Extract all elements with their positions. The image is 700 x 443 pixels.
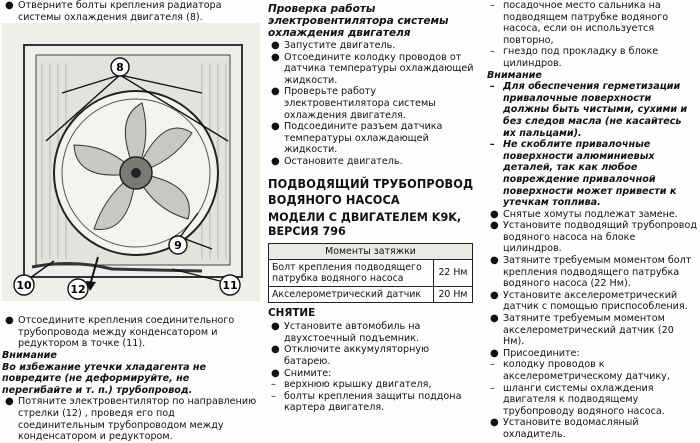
dash-marker: – bbox=[490, 46, 495, 58]
check-item-text: Подсоедините разъем датчика температуры охлаждающей жидкости. bbox=[284, 121, 443, 156]
step-item bbox=[487, 417, 697, 440]
bullet-pull-fan bbox=[2, 396, 260, 442]
torque-item-value: 22 Нм bbox=[434, 259, 473, 286]
left-column bbox=[2, 0, 260, 443]
bullet-icon: ● bbox=[490, 417, 499, 429]
remove-subitem-text: верхнюю крышку двигателя, bbox=[284, 379, 432, 391]
torque-item-value: 20 Нм bbox=[434, 286, 473, 302]
clean-item-text: посадочное место сальника на подводящем патрубке водяного насоса, если он используется повторно, bbox=[503, 0, 669, 46]
torque-table-header: Моменты затяжки bbox=[269, 243, 473, 259]
step-item bbox=[487, 209, 697, 221]
dash-marker: – bbox=[490, 0, 495, 11]
check-item bbox=[268, 121, 476, 156]
bullet-icon: ● bbox=[271, 321, 280, 333]
step-item bbox=[487, 255, 697, 290]
bullet-disconnect-pipe bbox=[2, 315, 260, 350]
step-text: Установите акселерометрический датчик с помощью приспособления. bbox=[503, 289, 688, 313]
check-item-text: Отсоедините колодку проводов от датчика температуры охлаждающей жидкости. bbox=[284, 51, 474, 86]
dash-marker: – bbox=[271, 379, 276, 391]
dash-marker: – bbox=[490, 382, 495, 394]
radiator-fan-figure bbox=[2, 23, 260, 301]
bullet-text: Отсоедините крепления соединительного трубопровода между конденсатором и редуктором в точке (11). bbox=[18, 315, 235, 350]
radiator-fan-illustration bbox=[2, 23, 260, 301]
step-text: Установите водомасляный охладитель. bbox=[503, 417, 639, 440]
bullet-icon: ● bbox=[490, 289, 499, 301]
step-item bbox=[487, 220, 697, 255]
remove-subitem bbox=[268, 391, 476, 414]
connect-item bbox=[487, 383, 697, 418]
bullet-icon: ● bbox=[5, 396, 14, 408]
step-text: Затяните требуемым моментом акселерометрический датчик (20 Нм). bbox=[503, 313, 674, 348]
check-heading: Проверка работы электровентилятора системы охлаждения двигателя bbox=[268, 3, 449, 39]
removal-item bbox=[268, 344, 476, 367]
warning-text: Во избежание утечки хладагента не повредите (не деформируйте, не перегибайте и т. п.) трубопровод. bbox=[2, 361, 207, 396]
section-title: ПОДВОДЯЩИЙ ТРУБОПРОВОД ВОДЯНОГО НАСОСА bbox=[268, 175, 474, 207]
dash-marker: – bbox=[271, 390, 276, 402]
bullet-icon: ● bbox=[271, 155, 280, 167]
check-item-text: Проверьте работу электровентилятора системы охлаждения двигателя. bbox=[284, 86, 436, 121]
torque-item-name: Акселерометрический датчик bbox=[269, 286, 434, 302]
bullet-unscrew-radiator-bolts bbox=[2, 0, 260, 23]
removal-item bbox=[268, 321, 476, 344]
bullet-text: Отверните болты крепления радиатора системы охлаждения двигателя (8). bbox=[18, 0, 222, 23]
bullet-icon: ● bbox=[271, 40, 280, 51]
bullet-icon: ● bbox=[271, 121, 280, 133]
check-item bbox=[268, 52, 476, 87]
bullet-icon: ● bbox=[271, 344, 280, 356]
dash-marker: – bbox=[490, 359, 495, 371]
bullet-icon: ● bbox=[5, 0, 14, 11]
callout-9-label: 9 bbox=[174, 239, 182, 253]
step-text: Присоедините: bbox=[503, 347, 580, 359]
step-text: Снятые хомуты подлежат замене. bbox=[503, 208, 678, 220]
bullet-icon: ● bbox=[271, 367, 280, 379]
check-item bbox=[268, 40, 476, 52]
step-text: Установите подводящий трубопровод водяного насоса на блоке цилиндров. bbox=[503, 220, 697, 255]
removal-item-text: Снимите: bbox=[284, 367, 332, 379]
table-row bbox=[269, 286, 473, 302]
torque-table-header-row bbox=[269, 243, 473, 259]
middle-column bbox=[268, 0, 476, 429]
warning-item-text: Не скоблите привалочные поверхности алюминиевых деталей, так как любое повреждение привалочной поверхности может привести к утечкам топлива. bbox=[503, 139, 677, 209]
bullet-icon: ● bbox=[271, 51, 280, 63]
removal-item-text: Отключите аккумуляторную батарею. bbox=[284, 344, 430, 367]
table-row bbox=[269, 259, 473, 286]
connect-item-text: шланги системы охлаждения двигателя к подводящему трубопроводу водяного насоса. bbox=[503, 382, 665, 417]
bullet-text: Потяните электровентилятор по направлению стрелки (12) , проведя его под соединительным трубопроводом между конденсатором и редуктором. bbox=[18, 396, 257, 443]
dash-marker: – bbox=[490, 81, 495, 93]
bullet-icon: ● bbox=[490, 208, 499, 220]
step-item bbox=[487, 348, 697, 360]
connect-item bbox=[487, 359, 697, 382]
check-item bbox=[268, 86, 476, 121]
warning-item bbox=[487, 139, 697, 209]
remove-subitem bbox=[268, 379, 476, 391]
dash-marker: – bbox=[490, 139, 495, 151]
warning-item-text: Для обеспечения герметизации привалочные поверхности должны быть чистыми, сухими и без следов масла (не касайтесь их пальцами). bbox=[503, 81, 688, 139]
torque-item-name: Болт крепления подводящего патрубка водяного насоса bbox=[269, 259, 434, 286]
callout-10-label: 10 bbox=[16, 279, 32, 293]
bullet-icon: ● bbox=[490, 255, 499, 267]
clean-item-text: гнездо под прокладку в блоке цилиндров. bbox=[503, 46, 659, 69]
warning-heading: Внимание bbox=[2, 349, 57, 361]
check-item-text: Остановите двигатель. bbox=[284, 155, 403, 167]
removal-title: СНЯТИЕ bbox=[268, 306, 316, 319]
torque-table bbox=[268, 243, 473, 303]
warning-item bbox=[487, 81, 697, 139]
step-item bbox=[487, 313, 697, 348]
bullet-icon: ● bbox=[271, 86, 280, 98]
remove-subitem-text: болты крепления защиты поддона картера двигателя. bbox=[284, 390, 462, 414]
bullet-icon: ● bbox=[490, 347, 499, 359]
callout-12-label: 12 bbox=[70, 283, 86, 297]
step-item bbox=[487, 290, 697, 313]
check-item bbox=[268, 156, 476, 168]
callout-8-label: 8 bbox=[116, 61, 124, 75]
models-title: МОДЕЛИ С ДВИГАТЕЛЕМ K9K, ВЕРСИЯ 796 bbox=[268, 210, 462, 238]
step-text: Затяните требуемым моментом болт крепления подводящего патрубка водяного насоса (22 Нм). bbox=[503, 255, 692, 290]
connect-item-text: колодку проводов к акселерометрическому датчику, bbox=[503, 359, 670, 382]
removal-item bbox=[268, 368, 476, 380]
warning-heading: Внимание bbox=[487, 69, 542, 81]
callout-11-label: 11 bbox=[222, 279, 238, 293]
bullet-icon: ● bbox=[490, 313, 499, 325]
bullet-icon: ● bbox=[490, 220, 499, 232]
check-item-text: Запустите двигатель. bbox=[284, 40, 396, 51]
right-column bbox=[487, 0, 697, 440]
bullet-icon: ● bbox=[5, 315, 14, 327]
clean-item bbox=[487, 46, 697, 69]
removal-item-text: Установите автомобиль на двухстоечный подъемник. bbox=[284, 321, 421, 344]
clean-item bbox=[487, 0, 697, 46]
